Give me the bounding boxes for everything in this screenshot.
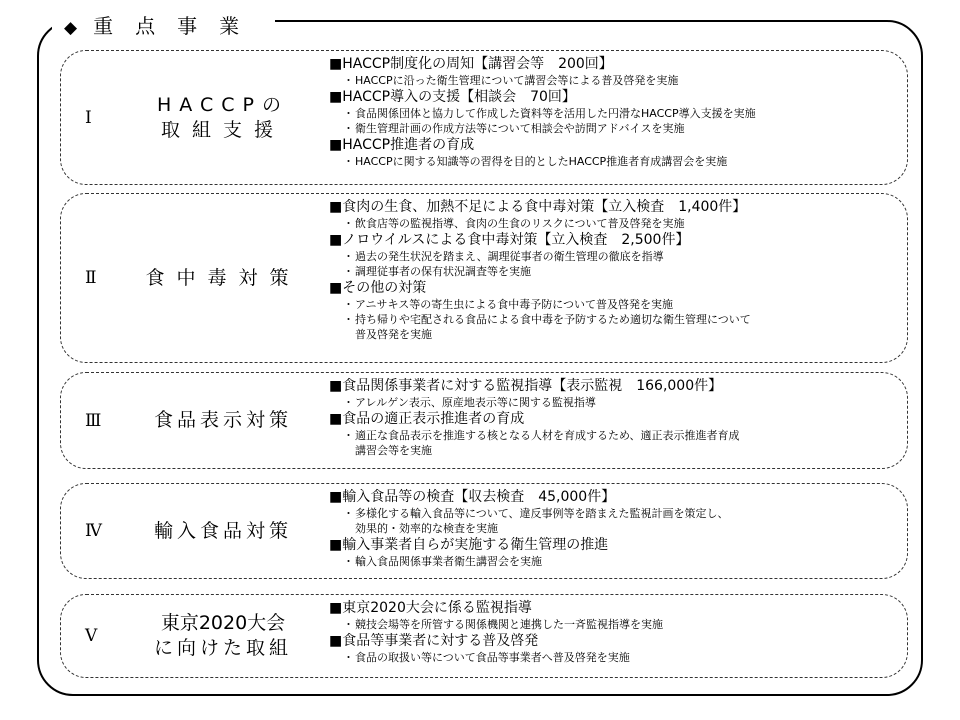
section-title [123,266,323,291]
bullet: ・ [343,107,354,120]
bullet: ・ [343,651,354,664]
bullet: ・ [343,217,354,230]
item-detail [329,121,895,136]
section-title [123,519,323,544]
item-detail-continued: 効果的・効率的な検査を実施 [355,522,498,535]
section-title [123,408,323,433]
item-detail [329,73,895,88]
item-detail [329,650,895,665]
item-detail-text: 適正な食品表示を推進する核となる人材を育成するため、適正表示推進者育成 [355,429,740,442]
item-detail-text: HACCPに関する知識等の習得を目的としたHACCP推進者育成講習会を実施 [355,155,728,168]
item-detail-text: 調理従事者の保有状況調査等を実施 [355,265,531,278]
page-title-text: 重点事業 [93,14,262,38]
bullet: ・ [343,555,354,568]
section-numeral: Ⅳ [85,521,102,541]
item-detail-text: 食品の取扱い等について食品等事業者へ普及啓発を実施 [355,651,630,664]
diamond-icon: ◆ [64,18,78,38]
bullet: ・ [343,298,354,311]
section-label [61,373,323,468]
bullet: ・ [343,618,354,631]
section-label [61,194,323,362]
item-detail-text: 飲食店等の監視指導、食肉の生食のリスクについて普及啓発を実施 [355,217,685,230]
item-detail-text: 多様化する輸入食品等について、違反事例等を踏まえた監視計画を策定し、 [355,507,729,520]
section-numeral: Ⅰ [85,107,92,128]
section-label [61,595,323,677]
section-title-line2: に向けた取組 [153,637,292,659]
item-detail [329,312,895,342]
item-detail [329,249,895,264]
item-detail-continued: 普及啓発を実施 [355,328,432,341]
section-content [329,198,895,342]
section-food-labeling [60,372,908,469]
bullet: ・ [343,122,354,135]
section-content [329,55,895,169]
section-label [61,484,323,578]
item-detail [329,554,895,569]
item-heading: ■HACCP推進者の育成 [329,137,475,153]
item-heading: ■ノロウイルスによる食中毒対策【立入検査 2,500件】 [329,232,690,248]
section-numeral: Ⅱ [85,268,97,288]
item-detail-continued: 講習会等を実施 [355,444,432,457]
item-detail [329,617,895,632]
item-detail [329,428,895,458]
item-heading: ■HACCP導入の支援【相談会 70回】 [329,89,576,105]
section-title-line1: 食中毒対策 [145,266,301,289]
section-tokyo-2020 [60,594,908,678]
section-numeral: Ⅴ [85,626,98,646]
section-title-line1: 食品表示対策 [153,409,292,431]
item-heading: ■輸入食品等の検査【収去検査 45,000件】 [329,489,616,505]
item-heading: ■食肉の生食、加熱不足による食中毒対策【立入検査 1,400件】 [329,199,747,215]
bullet: ・ [343,313,354,326]
bullet: ・ [343,396,354,409]
item-heading: ■食品の適正表示推進者の育成 [329,411,525,427]
item-detail-text: 競技会場等を所管する関係機関と連携した一斉監視指導を実施 [355,618,663,631]
bullet: ・ [343,265,354,278]
item-heading: ■食品等事業者に対する普及啓発 [329,633,539,649]
section-numeral: Ⅲ [85,410,102,431]
section-food-poisoning [60,193,908,363]
section-title-line1: 東京2020大会 [160,612,286,634]
item-detail-text: 食品関係団体と協力して作成した資料等を活用した円滑なHACCP導入支援を実施 [355,107,756,120]
item-heading: ■その他の対策 [329,280,427,296]
bullet: ・ [343,250,354,263]
section-title [123,611,323,661]
section-content [329,377,895,458]
section-imported-food [60,483,908,579]
item-detail-text: 過去の発生状況を踏まえ、調理従事者の衛生管理の徹底を指導 [355,250,664,263]
section-title [123,93,323,143]
item-heading: ■HACCP制度化の周知【講習会等 200回】 [329,56,613,72]
section-title-line1: HACCPの [157,93,289,116]
section-title-line2: 取組支援 [160,118,285,141]
item-detail [329,216,895,231]
item-detail-text: アレルゲン表示、原産地表示等に関する監視指導 [355,396,596,409]
item-detail-text: 持ち帰りや宅配される食品による食中毒を予防するため適切な衛生管理について [355,313,751,326]
item-detail [329,106,895,121]
item-detail [329,506,895,536]
page-title [52,6,275,46]
item-detail [329,154,895,169]
bullet: ・ [343,155,354,168]
section-content [329,488,895,569]
item-detail-text: 衛生管理計画の作成方法等について相談会や訪問アドバイスを実施 [355,122,685,135]
section-haccp [60,50,908,185]
bullet: ・ [343,74,354,87]
bullet: ・ [343,429,354,442]
item-heading: ■輸入事業者自らが実施する衛生管理の推進 [329,537,609,553]
item-detail-text: HACCPに沿った衛生管理について講習会等による普及啓発を実施 [355,74,679,87]
item-detail [329,395,895,410]
section-content [329,599,895,665]
item-detail [329,297,895,312]
bullet: ・ [343,507,354,520]
item-detail-text: 輸入食品関係事業者衛生講習会を実施 [355,555,542,568]
item-heading: ■食品関係事業者に対する監視指導【表示監視 166,000件】 [329,378,723,394]
item-detail [329,264,895,279]
item-heading: ■東京2020大会に係る監視指導 [329,600,532,616]
section-title-line1: 輸入食品対策 [153,519,292,542]
item-detail-text: アニサキス等の寄生虫による食中毒予防について普及啓発を実施 [355,298,674,311]
section-label [61,51,323,184]
